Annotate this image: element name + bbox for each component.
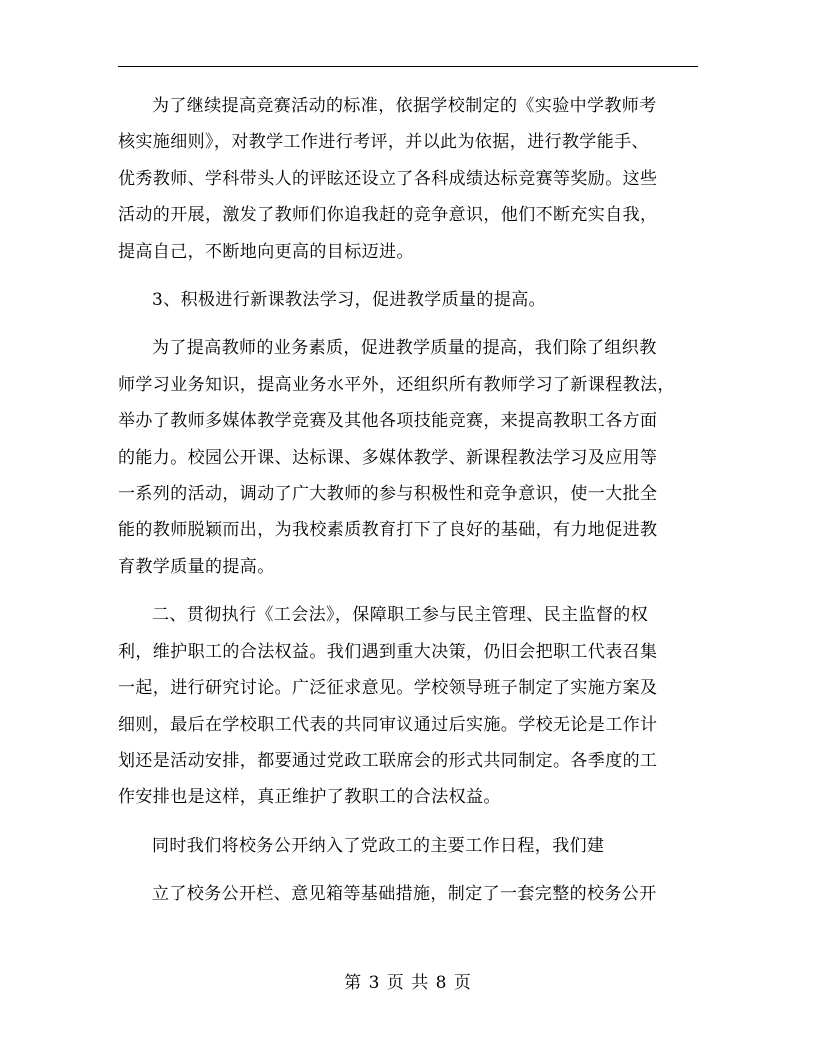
paragraph-1 [118, 88, 700, 270]
document-body [118, 88, 700, 913]
text-line: 作安排也是这样，真正维护了教职工的合法权益。 [118, 787, 501, 808]
text-line: 一系列的活动，调动了广大教师的参与积极性和竞争意识，使一大批全 [118, 484, 658, 505]
text-line: 为了继续提高竞赛活动的标准，依据学校制定的《实验中学教师考 [152, 96, 657, 116]
text-line: 优秀教师、学科带头人的评眩还设立了各科成绩达标竞赛等奖励。这些 [118, 168, 658, 189]
paragraph-6 [118, 876, 700, 912]
text-line: 育教学质量的提高。 [118, 556, 275, 577]
page-number: 第 3 页 共 8 页 [344, 973, 472, 993]
text-line: 同时我们将校务公开纳入了党政工的主要工作日程，我们建 [152, 835, 605, 856]
text-line: 师学习业务知识，提高业务水平外，还组织所有教师学习了新课程教法， [118, 374, 675, 395]
text-line: 细则，最后在学校职工代表的共同审议通过后实施。学校无论是工作计 [118, 714, 658, 735]
text-line: 核实施细则》，对教学工作进行考评，并以此为依据，进行教学能手、 [118, 132, 649, 153]
text-line: 一起，进行研究讨论。广泛征求意见。学校领导班子制定了实施方案及 [118, 678, 658, 699]
text-line: 划还是活动安排，都要通过党政工联席会的形式共同制定。各季度的工 [118, 750, 658, 771]
text-line: 立了校务公开栏、意见箱等基础措施，制定了一套完整的校务公开 [152, 884, 657, 905]
text-line: 举办了教师多媒体教学竞赛及其他各项技能竞赛，来提高教职工各方面 [118, 411, 658, 432]
paragraph-5 [118, 828, 700, 864]
text-line: 的能力。校园公开课、达标课、多媒体教学、新课程教法学习及应用等 [118, 447, 658, 468]
text-line: 二、贯彻执行《工会法》，保障职工参与民主管理、民主监督的权 [152, 605, 649, 626]
text-line: 利，维护职工的合法权益。我们遇到重大决策，仍旧会把职工代表召集 [118, 641, 658, 662]
text-line: 能的教师脱颖而出，为我校素质教育打下了良好的基础，有力地促进教 [118, 520, 658, 541]
text-line: 提高自己，不断地向更高的目标迈进。 [118, 241, 414, 262]
text-line: 为了提高教师的业务素质，促进教学质量的提高，我们除了组织教 [152, 338, 657, 359]
paragraph-2-heading [118, 282, 700, 318]
text-line: 3、积极进行新课教法学习，促进教学质量的提高。 [152, 290, 547, 311]
text-line: 活动的开展，激发了教师们你追我赶的竞争意识，他们不断充实自我， [118, 205, 658, 226]
paragraph-3 [118, 330, 700, 585]
header-rule [118, 66, 698, 67]
paragraph-4 [118, 597, 700, 815]
